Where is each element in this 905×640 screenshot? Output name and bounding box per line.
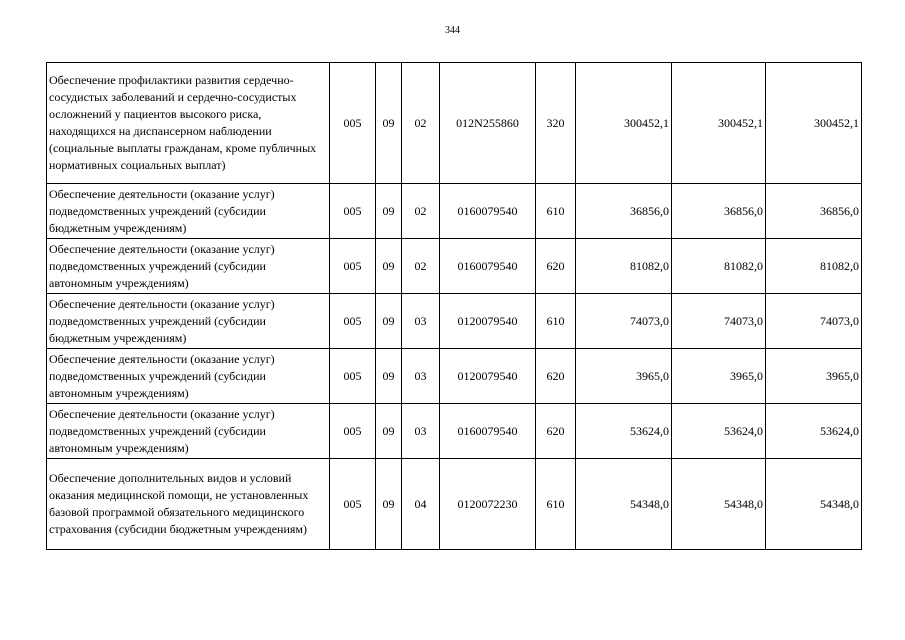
row-amount-2: 300452,1 <box>672 63 766 184</box>
table-row <box>47 294 862 349</box>
row-amount-3: 300452,1 <box>766 63 862 184</box>
row-amount-2: 3965,0 <box>672 349 766 404</box>
row-amount-2: 81082,0 <box>672 239 766 294</box>
row-vr: 610 <box>536 294 576 349</box>
table-row <box>47 404 862 459</box>
row-ved: 005 <box>330 294 376 349</box>
row-name: Обеспечение деятельности (оказание услуг) подведомственных учреждений (субсидии автономным учреждениям) <box>47 239 330 294</box>
row-csr: 0120079540 <box>440 294 536 349</box>
row-amount-3: 74073,0 <box>766 294 862 349</box>
row-amount-1: 74073,0 <box>576 294 672 349</box>
row-name: Обеспечение дополнительных видов и условий оказания медицинской помощи, не установленных базовой программой обязательного медицинского страхования (субсидии бюджетным учреждениям) <box>47 459 330 550</box>
row-name: Обеспечение деятельности (оказание услуг) подведомственных учреждений (субсидии автономным учреждениям) <box>47 404 330 459</box>
row-ved: 005 <box>330 404 376 459</box>
row-ved: 005 <box>330 63 376 184</box>
row-amount-1: 36856,0 <box>576 184 672 239</box>
row-pr: 03 <box>402 294 440 349</box>
row-rz: 09 <box>376 239 402 294</box>
row-vr: 610 <box>536 459 576 550</box>
row-csr: 0120072230 <box>440 459 536 550</box>
row-vr: 620 <box>536 404 576 459</box>
table-row <box>47 63 862 184</box>
row-amount-1: 81082,0 <box>576 239 672 294</box>
row-rz: 09 <box>376 63 402 184</box>
row-amount-3: 53624,0 <box>766 404 862 459</box>
row-name: Обеспечение деятельности (оказание услуг) подведомственных учреждений (субсидии бюджетным учреждениям) <box>47 184 330 239</box>
row-pr: 02 <box>402 184 440 239</box>
row-amount-2: 54348,0 <box>672 459 766 550</box>
table-row <box>47 349 862 404</box>
row-amount-3: 36856,0 <box>766 184 862 239</box>
row-rz: 09 <box>376 349 402 404</box>
row-vr: 610 <box>536 184 576 239</box>
row-ved: 005 <box>330 459 376 550</box>
row-amount-3: 81082,0 <box>766 239 862 294</box>
row-rz: 09 <box>376 184 402 239</box>
table-row <box>47 184 862 239</box>
row-pr: 04 <box>402 459 440 550</box>
row-amount-2: 36856,0 <box>672 184 766 239</box>
row-name: Обеспечение профилактики развития сердечно-сосудистых заболеваний и сердечно-сосудистых осложнений у пациентов высокого риска, находящихся на диспансерном наблюдении (социальные выплаты гражданам, кроме публичных нормативных социальных выплат) <box>47 63 330 184</box>
row-ved: 005 <box>330 184 376 239</box>
row-rz: 09 <box>376 294 402 349</box>
row-csr: 0120079540 <box>440 349 536 404</box>
table-row <box>47 459 862 550</box>
row-amount-1: 300452,1 <box>576 63 672 184</box>
row-ved: 005 <box>330 239 376 294</box>
row-pr: 02 <box>402 239 440 294</box>
row-amount-1: 3965,0 <box>576 349 672 404</box>
row-vr: 320 <box>536 63 576 184</box>
row-amount-1: 54348,0 <box>576 459 672 550</box>
budget-table <box>46 62 862 550</box>
row-name: Обеспечение деятельности (оказание услуг) подведомственных учреждений (субсидии бюджетным учреждениям) <box>47 294 330 349</box>
row-vr: 620 <box>536 239 576 294</box>
row-amount-2: 53624,0 <box>672 404 766 459</box>
row-amount-3: 54348,0 <box>766 459 862 550</box>
row-pr: 03 <box>402 349 440 404</box>
row-ved: 005 <box>330 349 376 404</box>
row-pr: 02 <box>402 63 440 184</box>
row-pr: 03 <box>402 404 440 459</box>
row-amount-3: 3965,0 <box>766 349 862 404</box>
row-rz: 09 <box>376 404 402 459</box>
row-name: Обеспечение деятельности (оказание услуг) подведомственных учреждений (субсидии автономным учреждениям) <box>47 349 330 404</box>
page-number: 344 <box>445 25 460 36</box>
row-csr: 0160079540 <box>440 404 536 459</box>
row-csr: 0160079540 <box>440 184 536 239</box>
table-row <box>47 239 862 294</box>
row-rz: 09 <box>376 459 402 550</box>
row-csr: 0160079540 <box>440 239 536 294</box>
row-amount-2: 74073,0 <box>672 294 766 349</box>
row-vr: 620 <box>536 349 576 404</box>
row-amount-1: 53624,0 <box>576 404 672 459</box>
row-csr: 012N255860 <box>440 63 536 184</box>
